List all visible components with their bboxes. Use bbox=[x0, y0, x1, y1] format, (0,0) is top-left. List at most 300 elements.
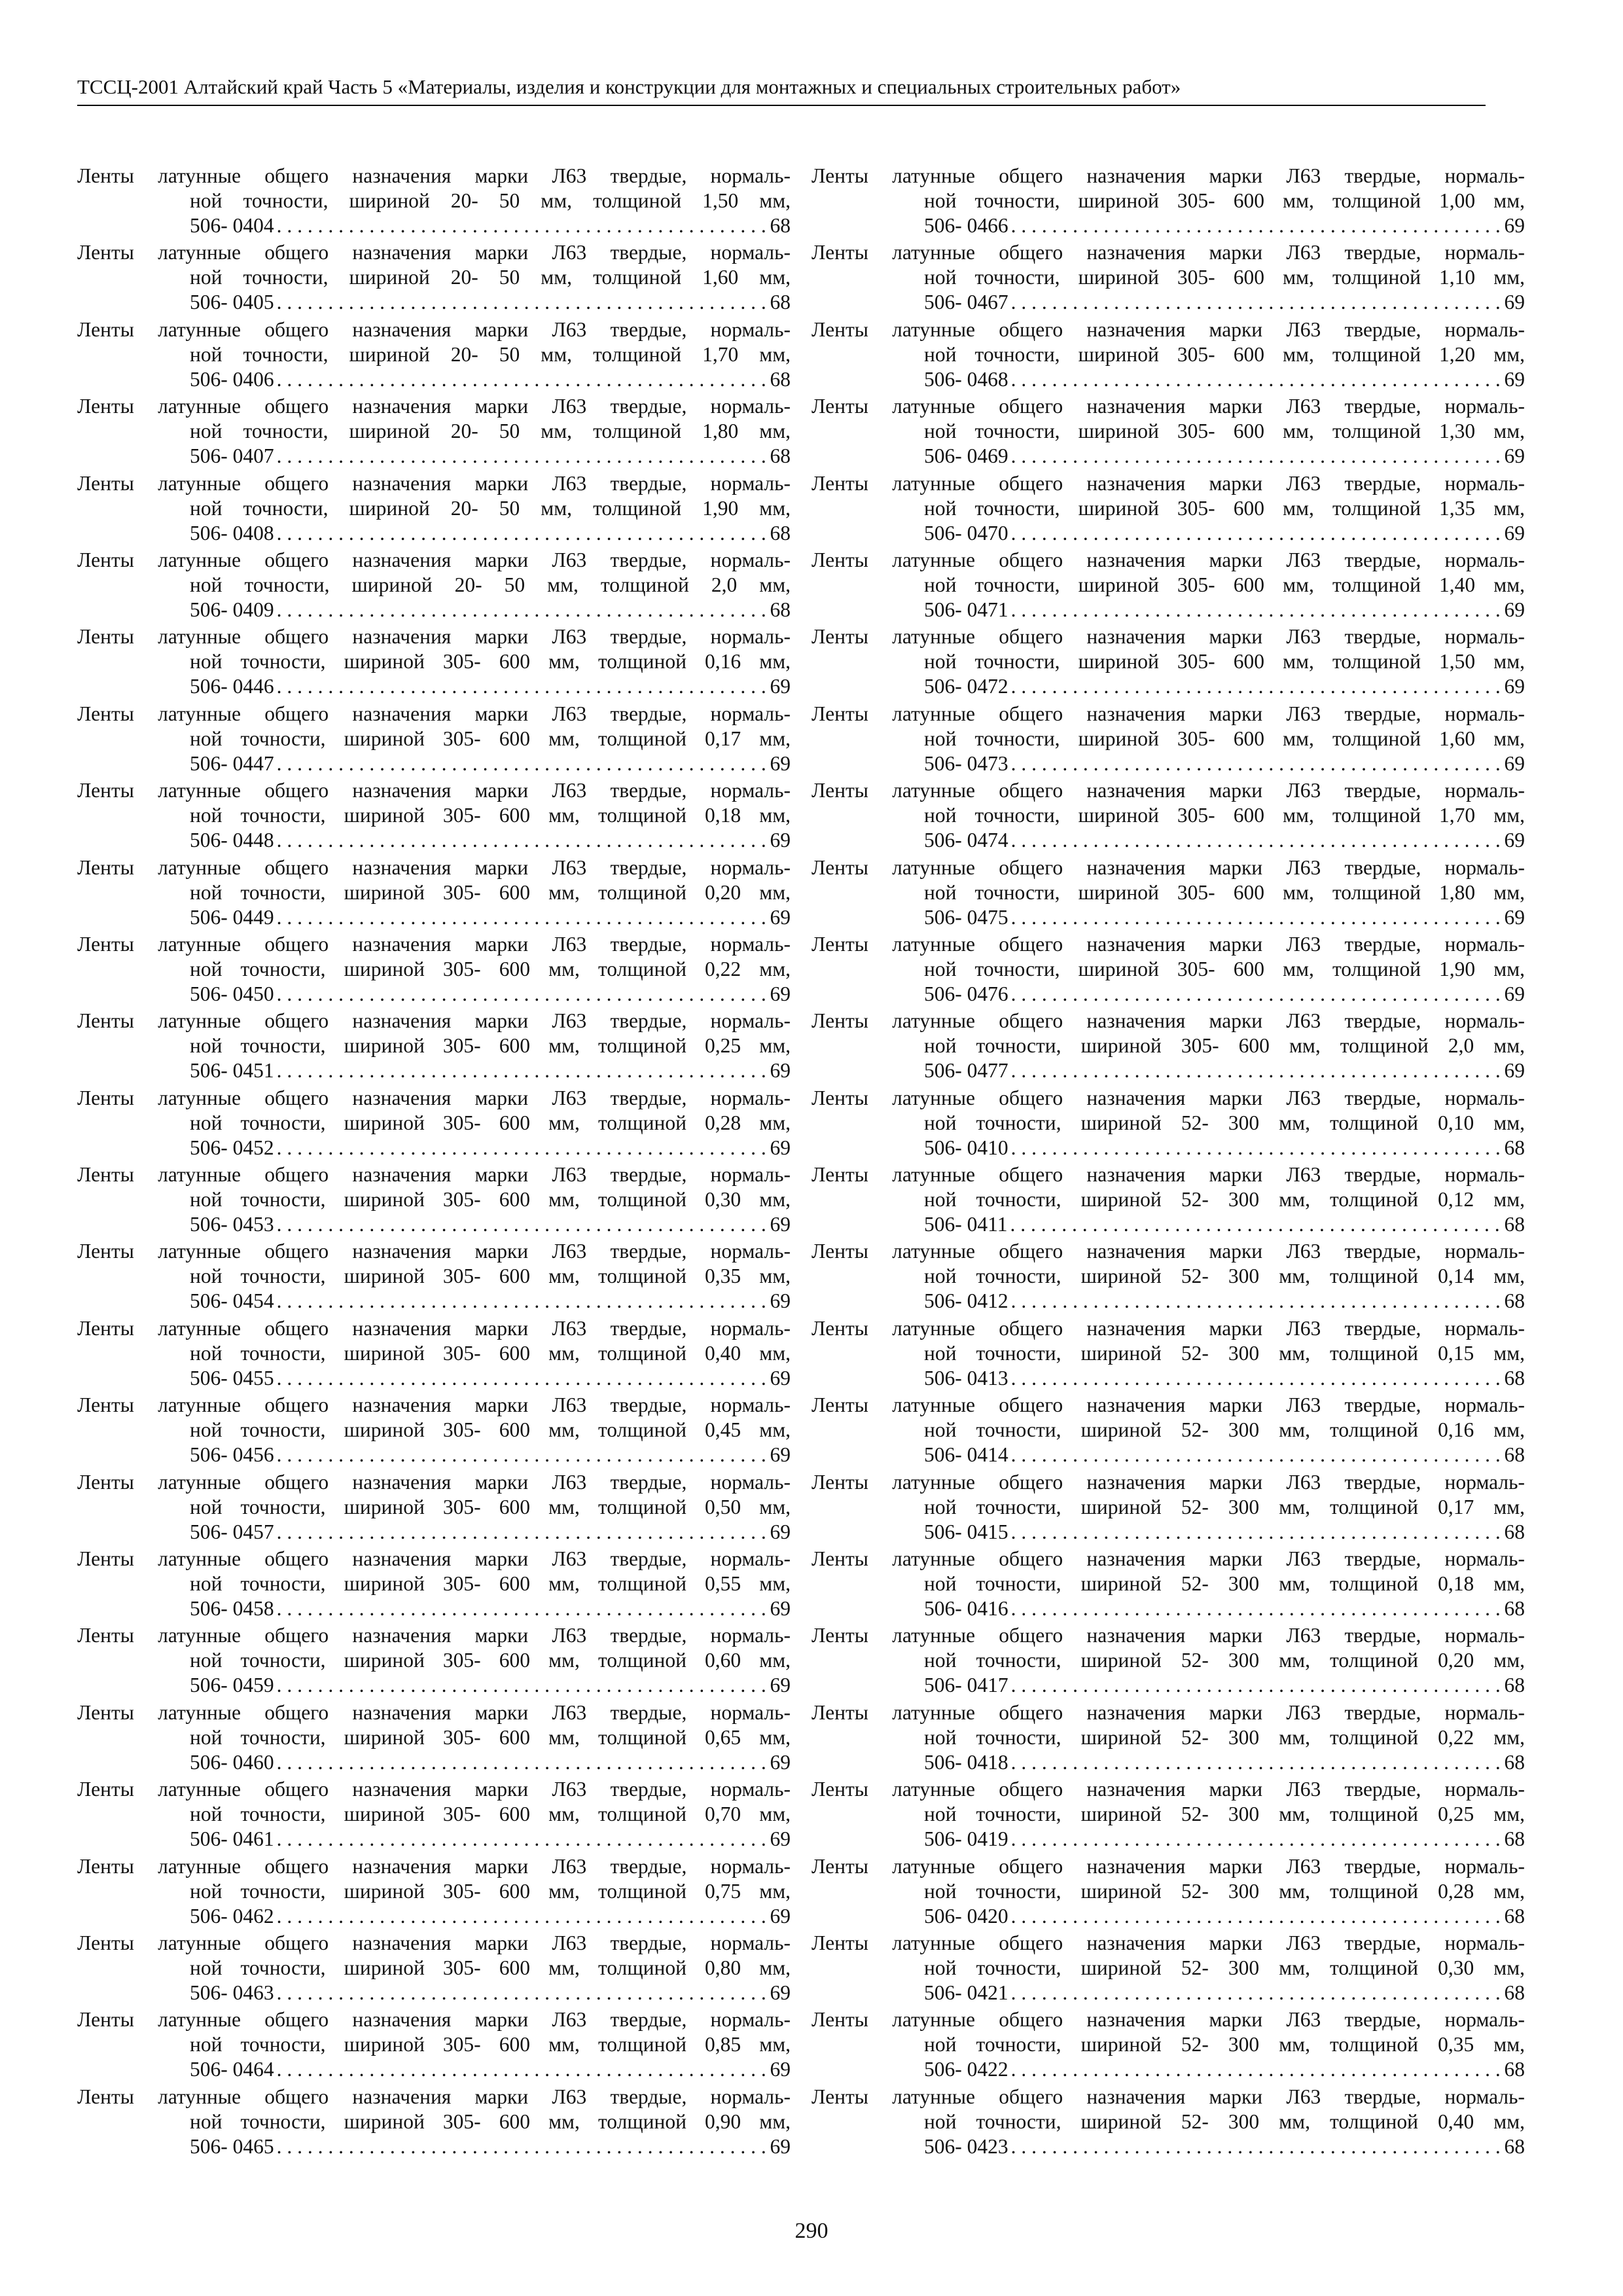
entry-code-line bbox=[812, 1136, 1525, 1160]
entry-spec: ной точности, шириной 20- 50 мм, толщиной 1,70 мм, bbox=[190, 342, 791, 366]
entry-code-line bbox=[77, 1058, 791, 1083]
entry-code-line bbox=[812, 751, 1525, 776]
entry-code: 506- 0456 bbox=[190, 1443, 274, 1467]
index-entry bbox=[812, 1931, 1525, 2007]
entry-title: Ленты латунные общего назначения марки Л63 твердые, нормаль- bbox=[77, 855, 791, 879]
entry-spec: ной точности, шириной 305- 600 мм, толщиной 0,85 мм, bbox=[190, 2033, 791, 2056]
entry-page-ref: 68 bbox=[1504, 1443, 1525, 1467]
entry-code: 506- 0463 bbox=[190, 1981, 274, 2004]
dot-leader bbox=[277, 1596, 768, 1621]
entry-code: 506- 0473 bbox=[924, 751, 1008, 775]
dot-leader bbox=[277, 1136, 768, 1160]
entry-code: 506- 0448 bbox=[190, 829, 274, 852]
entry-code: 506- 0468 bbox=[924, 367, 1008, 391]
entry-code: 506- 0454 bbox=[190, 1289, 274, 1313]
entry-spec: ной точности, шириной 305- 600 мм, толщиной 0,30 мм, bbox=[190, 1188, 791, 1211]
dot-leader bbox=[1011, 1673, 1502, 1698]
entry-code-line bbox=[812, 2057, 1525, 2082]
entry-title: Ленты латунные общего назначения марки Л63 твердые, нормаль- bbox=[77, 1778, 791, 1801]
index-entry bbox=[812, 1162, 1525, 1239]
entry-code-line bbox=[812, 1058, 1525, 1083]
entry-page-ref: 69 bbox=[770, 2058, 791, 2081]
entry-page-ref: 68 bbox=[1504, 1136, 1525, 1159]
entry-code: 506- 0407 bbox=[190, 444, 274, 468]
entry-code-line bbox=[77, 213, 791, 238]
entry-page-ref: 69 bbox=[770, 751, 791, 775]
entry-code: 506- 0469 bbox=[924, 444, 1008, 468]
entry-spec: ной точности, шириной 52- 300 мм, толщиной 0,40 мм, bbox=[924, 2109, 1525, 2133]
entry-code-line bbox=[812, 1366, 1525, 1391]
entry-code: 506- 0423 bbox=[924, 2134, 1008, 2158]
entry-spec: ной точности, шириной 305- 600 мм, толщиной 1,70 мм, bbox=[924, 804, 1525, 827]
index-entry bbox=[812, 624, 1525, 701]
index-entry bbox=[812, 1086, 1525, 1162]
entry-code: 506- 0458 bbox=[190, 1597, 274, 1621]
entry-code-line bbox=[77, 1443, 791, 1467]
entry-page-ref: 69 bbox=[770, 1827, 791, 1851]
entry-code-line bbox=[77, 982, 791, 1007]
entry-page-ref: 69 bbox=[770, 1597, 791, 1621]
entry-code: 506- 0446 bbox=[190, 675, 274, 698]
entry-page-ref: 68 bbox=[1504, 1674, 1525, 1697]
index-entry bbox=[77, 1470, 791, 1547]
entry-title: Ленты латунные общего назначения марки Л63 твердые, нормаль- bbox=[812, 1931, 1525, 1954]
entry-page-ref: 68 bbox=[770, 444, 791, 468]
entry-title: Ленты латунные общего назначения марки Л63 твердые, нормаль- bbox=[77, 1854, 791, 1878]
entry-code: 506- 0409 bbox=[190, 598, 274, 621]
entry-code-line bbox=[812, 1212, 1525, 1237]
dot-leader bbox=[1011, 1058, 1502, 1083]
entry-code: 506- 0449 bbox=[190, 905, 274, 929]
entry-code-line bbox=[77, 2134, 791, 2159]
entry-page-ref: 68 bbox=[1504, 1213, 1525, 1236]
entry-code-line bbox=[812, 982, 1525, 1007]
entry-page-ref: 69 bbox=[1504, 982, 1525, 1005]
entry-title: Ленты латунные общего назначения марки Л63 твердые, нормаль- bbox=[812, 1240, 1525, 1263]
dot-leader bbox=[1011, 1904, 1502, 1929]
entry-page-ref: 69 bbox=[770, 1904, 791, 1928]
entry-code: 506- 0405 bbox=[190, 291, 274, 314]
entry-title: Ленты латунные общего назначения марки Л63 твердые, нормаль- bbox=[812, 932, 1525, 956]
entry-code: 506- 0457 bbox=[190, 1520, 274, 1543]
entry-code: 506- 0415 bbox=[924, 1520, 1008, 1543]
dot-leader bbox=[1011, 2057, 1502, 2082]
entry-spec: ной точности, шириной 305- 600 мм, толщиной 0,16 мм, bbox=[190, 650, 791, 673]
entry-code: 506- 0470 bbox=[924, 521, 1008, 545]
entry-page-ref: 68 bbox=[770, 214, 791, 237]
entry-spec: ной точности, шириной 305- 600 мм, толщиной 0,17 мм, bbox=[190, 726, 791, 750]
entry-code: 506- 0472 bbox=[924, 675, 1008, 698]
entry-code-line bbox=[77, 1750, 791, 1775]
dot-leader bbox=[277, 828, 768, 853]
index-column-left bbox=[77, 164, 791, 2161]
entry-page-ref: 68 bbox=[1504, 1750, 1525, 1774]
entry-code: 506- 0408 bbox=[190, 521, 274, 545]
dot-leader bbox=[277, 1289, 768, 1314]
index-entry bbox=[77, 394, 791, 471]
page-number: 290 bbox=[794, 2219, 829, 2243]
entry-code: 506- 0419 bbox=[924, 1827, 1008, 1851]
entry-spec: ной точности, шириной 305- 600 мм, толщиной 0,80 мм, bbox=[190, 1956, 791, 1979]
entry-spec: ной точности, шириной 52- 300 мм, толщиной 0,20 мм, bbox=[924, 1649, 1525, 1672]
dot-leader bbox=[1011, 367, 1502, 392]
dot-leader bbox=[277, 1058, 768, 1083]
entry-spec: ной точности, шириной 52- 300 мм, толщиной 0,22 мм, bbox=[924, 1725, 1525, 1749]
entry-code: 506- 0420 bbox=[924, 1904, 1008, 1928]
dot-leader bbox=[277, 1212, 768, 1237]
dot-leader bbox=[277, 905, 768, 930]
dot-leader bbox=[1011, 1750, 1502, 1775]
entry-code-line bbox=[77, 828, 791, 853]
entry-code-line bbox=[812, 213, 1525, 238]
entry-spec: ной точности, шириной 305- 600 мм, толщиной 1,80 мм, bbox=[924, 880, 1525, 904]
entry-title: Ленты латунные общего назначения марки Л63 твердые, нормаль- bbox=[77, 471, 791, 495]
index-entry bbox=[812, 240, 1525, 317]
entry-code-line bbox=[77, 290, 791, 315]
entry-page-ref: 68 bbox=[1504, 1366, 1525, 1390]
entry-title: Ленты латунные общего назначения марки Л63 твердые, нормаль- bbox=[812, 779, 1525, 802]
entry-page-ref: 68 bbox=[1504, 1904, 1525, 1928]
index-entry bbox=[812, 1777, 1525, 1854]
entry-page-ref: 68 bbox=[770, 598, 791, 621]
entry-title: Ленты латунные общего назначения марки Л63 твердые, нормаль- bbox=[77, 1470, 791, 1494]
entry-code: 506- 0413 bbox=[924, 1366, 1008, 1390]
entry-code-line bbox=[812, 674, 1525, 699]
entry-page-ref: 69 bbox=[1504, 751, 1525, 775]
entry-spec: ной точности, шириной 305- 600 мм, толщиной 1,50 мм, bbox=[924, 650, 1525, 673]
entry-code: 506- 0461 bbox=[190, 1827, 274, 1851]
entry-code: 506- 0418 bbox=[924, 1750, 1008, 1774]
entry-title: Ленты латунные общего назначения марки Л63 твердые, нормаль- bbox=[812, 2085, 1525, 2108]
index-entry bbox=[77, 1854, 791, 1931]
entry-code-line bbox=[77, 1827, 791, 1852]
dot-leader bbox=[1011, 982, 1502, 1007]
entry-title: Ленты латунные общего назначения марки Л63 твердые, нормаль- bbox=[77, 702, 791, 725]
entry-spec: ной точности, шириной 305- 600 мм, толщиной 1,10 мм, bbox=[924, 266, 1525, 289]
entry-page-ref: 68 bbox=[1504, 2058, 1525, 2081]
entry-code: 506- 0476 bbox=[924, 982, 1008, 1005]
entry-code-line bbox=[77, 1212, 791, 1237]
entry-code: 506- 0421 bbox=[924, 1981, 1008, 2004]
entry-code-line bbox=[812, 905, 1525, 930]
entry-code-line bbox=[77, 598, 791, 622]
dot-leader bbox=[277, 1904, 768, 1929]
entry-title: Ленты латунные общего назначения марки Л63 твердые, нормаль- bbox=[77, 1547, 791, 1571]
entry-page-ref: 69 bbox=[1504, 214, 1525, 237]
entry-spec: ной точности, шириной 52- 300 мм, толщиной 0,16 мм, bbox=[924, 1418, 1525, 1442]
index-entry bbox=[812, 1393, 1525, 1469]
index-entry bbox=[77, 1547, 791, 1623]
entry-spec: ной точности, шириной 305- 600 мм, толщиной 1,40 мм, bbox=[924, 573, 1525, 596]
index-column-right bbox=[812, 164, 1525, 2161]
index-entry bbox=[77, 1393, 791, 1469]
entry-spec: ной точности, шириной 52- 300 мм, толщиной 0,12 мм, bbox=[924, 1188, 1525, 1211]
entry-spec: ной точности, шириной 305- 600 мм, толщиной 0,18 мм, bbox=[190, 804, 791, 827]
entry-code: 506- 0477 bbox=[924, 1059, 1008, 1083]
entry-spec: ной точности, шириной 305- 600 мм, толщиной 0,60 мм, bbox=[190, 1649, 791, 1672]
index-entry bbox=[77, 1239, 791, 1316]
entry-page-ref: 69 bbox=[770, 1213, 791, 1236]
dot-leader bbox=[277, 521, 768, 546]
entry-title: Ленты латунные общего назначения марки Л63 твердые, нормаль- bbox=[77, 1316, 791, 1340]
entry-spec: ной точности, шириной 52- 300 мм, толщиной 0,14 мм, bbox=[924, 1265, 1525, 1288]
index-entry bbox=[812, 855, 1525, 932]
entry-page-ref: 69 bbox=[770, 1674, 791, 1697]
index-entry bbox=[812, 1009, 1525, 1085]
entry-code: 506- 0447 bbox=[190, 751, 274, 775]
entry-spec: ной точности, шириной 305- 600 мм, толщиной 1,00 мм, bbox=[924, 189, 1525, 212]
entry-title: Ленты латунные общего назначения марки Л63 твердые, нормаль- bbox=[812, 1393, 1525, 1417]
entry-page-ref: 68 bbox=[770, 521, 791, 545]
index-entry bbox=[77, 1777, 791, 1854]
entry-spec: ной точности, шириной 305- 600 мм, толщиной 0,75 мм, bbox=[190, 1879, 791, 1903]
entry-spec: ной точности, шириной 52- 300 мм, толщиной 0,35 мм, bbox=[924, 2033, 1525, 2056]
page-header: ТССЦ-2001 Алтайский край Часть 5 «Материалы, изделия и конструкции для монтажных и специальных строительных работ» bbox=[77, 73, 1486, 106]
entry-spec: ной точности, шириной 20- 50 мм, толщиной 2,0 мм, bbox=[190, 573, 791, 596]
entry-spec: ной точности, шириной 52- 300 мм, толщиной 0,28 мм, bbox=[924, 1879, 1525, 1903]
index-entry bbox=[812, 2007, 1525, 2084]
dot-leader bbox=[277, 1520, 768, 1545]
dot-leader bbox=[1011, 1827, 1502, 1852]
entry-title: Ленты латунные общего назначения марки Л63 твердые, нормаль- bbox=[812, 1009, 1525, 1033]
dot-leader bbox=[1011, 2134, 1502, 2159]
dot-leader bbox=[1011, 905, 1502, 930]
entry-page-ref: 69 bbox=[1504, 367, 1525, 391]
entry-title: Ленты латунные общего назначения марки Л63 твердые, нормаль- bbox=[77, 1624, 791, 1647]
entry-code-line bbox=[77, 2057, 791, 2082]
entry-page-ref: 69 bbox=[770, 1520, 791, 1543]
entry-page-ref: 69 bbox=[1504, 675, 1525, 698]
index-entry bbox=[812, 394, 1525, 471]
entry-page-ref: 69 bbox=[1504, 598, 1525, 621]
entry-code: 506- 0450 bbox=[190, 982, 274, 1005]
entry-page-ref: 69 bbox=[1504, 444, 1525, 468]
index-entry bbox=[812, 317, 1525, 394]
entry-spec: ной точности, шириной 305- 600 мм, толщиной 1,90 мм, bbox=[924, 957, 1525, 980]
entry-title: Ленты латунные общего назначения марки Л63 твердые, нормаль- bbox=[77, 2085, 791, 2108]
entry-spec: ной точности, шириной 305- 600 мм, толщиной 0,28 мм, bbox=[190, 1111, 791, 1134]
entry-code-line bbox=[77, 521, 791, 546]
entry-title: Ленты латунные общего назначения марки Л63 твердые, нормаль- bbox=[812, 241, 1525, 264]
dot-leader bbox=[1011, 1289, 1502, 1314]
entry-title: Ленты латунные общего назначения марки Л63 твердые, нормаль- bbox=[812, 1163, 1525, 1187]
dot-leader bbox=[277, 2057, 768, 2082]
entry-page-ref: 68 bbox=[1504, 1597, 1525, 1621]
dot-leader bbox=[1011, 521, 1502, 546]
dot-leader bbox=[277, 1750, 768, 1775]
entry-code-line bbox=[812, 367, 1525, 392]
entry-title: Ленты латунные общего назначения марки Л63 твердые, нормаль- bbox=[812, 1624, 1525, 1647]
entry-code: 506- 0460 bbox=[190, 1750, 274, 1774]
entry-spec: ной точности, шириной 305- 600 мм, толщиной 0,90 мм, bbox=[190, 2109, 791, 2133]
entry-title: Ленты латунные общего назначения марки Л63 твердые, нормаль- bbox=[77, 1931, 791, 1954]
entry-spec: ной точности, шириной 52- 300 мм, толщиной 0,15 мм, bbox=[924, 1341, 1525, 1365]
entry-spec: ной точности, шириной 305- 600 мм, толщиной 1,60 мм, bbox=[924, 726, 1525, 750]
dot-leader bbox=[1010, 1212, 1501, 1237]
index-entry bbox=[812, 1316, 1525, 1393]
entry-code-line bbox=[77, 1596, 791, 1621]
entry-spec: ной точности, шириной 305- 600 мм, толщиной 0,65 мм, bbox=[190, 1725, 791, 1749]
entry-spec: ной точности, шириной 305- 600 мм, толщиной 0,70 мм, bbox=[190, 1803, 791, 1826]
entry-code-line bbox=[812, 1750, 1525, 1775]
entry-title: Ленты латунные общего назначения марки Л63 твердые, нормаль- bbox=[77, 317, 791, 341]
entry-code-line bbox=[812, 521, 1525, 546]
entry-spec: ной точности, шириной 305- 600 мм, толщиной 0,35 мм, bbox=[190, 1265, 791, 1288]
entry-spec: ной точности, шириной 305- 600 мм, толщиной 0,45 мм, bbox=[190, 1418, 791, 1442]
dot-leader bbox=[1011, 1136, 1502, 1160]
entry-title: Ленты латунные общего назначения марки Л63 твердые, нормаль- bbox=[77, 779, 791, 802]
entry-spec: ной точности, шириной 305- 600 мм, толщиной 0,55 мм, bbox=[190, 1572, 791, 1596]
entry-title: Ленты латунные общего назначения марки Л63 твердые, нормаль- bbox=[812, 2008, 1525, 2032]
entry-code: 506- 0414 bbox=[924, 1443, 1008, 1467]
entry-code-line bbox=[77, 1904, 791, 1929]
dot-leader bbox=[277, 598, 768, 622]
dot-leader bbox=[1011, 213, 1502, 238]
index-entry bbox=[812, 702, 1525, 778]
entry-spec: ной точности, шириной 20- 50 мм, толщиной 1,90 мм, bbox=[190, 496, 791, 520]
index-entry bbox=[812, 1854, 1525, 1931]
entry-title: Ленты латунные общего назначения марки Л63 твердые, нормаль- bbox=[77, 241, 791, 264]
entry-spec: ной точности, шириной 20- 50 мм, толщиной 1,60 мм, bbox=[190, 266, 791, 289]
index-entry bbox=[812, 471, 1525, 548]
dot-leader bbox=[277, 290, 768, 315]
entry-page-ref: 68 bbox=[1504, 1827, 1525, 1851]
entry-page-ref: 69 bbox=[770, 1750, 791, 1774]
entry-code-line bbox=[77, 1136, 791, 1160]
index-entry bbox=[812, 932, 1525, 1009]
entry-title: Ленты латунные общего назначения марки Л63 твердые, нормаль- bbox=[812, 1086, 1525, 1109]
entry-code: 506- 0422 bbox=[924, 2058, 1008, 2081]
index-entry bbox=[812, 1623, 1525, 1700]
entry-title: Ленты латунные общего назначения марки Л63 твердые, нормаль- bbox=[77, 395, 791, 418]
entry-code-line bbox=[812, 1289, 1525, 1314]
entry-title: Ленты латунные общего назначения марки Л63 твердые, нормаль- bbox=[812, 702, 1525, 725]
dot-leader bbox=[1011, 1520, 1502, 1545]
entry-code: 506- 0453 bbox=[190, 1213, 274, 1236]
entry-spec: ной точности, шириной 52- 300 мм, толщиной 0,25 мм, bbox=[924, 1803, 1525, 1826]
index-entry bbox=[77, 1162, 791, 1239]
entry-spec: ной точности, шириной 305- 600 мм, толщиной 0,20 мм, bbox=[190, 880, 791, 904]
entry-title: Ленты латунные общего назначения марки Л63 твердые, нормаль- bbox=[812, 1854, 1525, 1878]
dot-leader bbox=[277, 213, 768, 238]
index-entry bbox=[812, 1547, 1525, 1623]
entry-title: Ленты латунные общего назначения марки Л63 твердые, нормаль- bbox=[77, 548, 791, 571]
entry-code: 506- 0465 bbox=[190, 2134, 274, 2158]
entry-title: Ленты латунные общего назначения марки Л63 твердые, нормаль- bbox=[77, 932, 791, 956]
entry-code-line bbox=[77, 1366, 791, 1391]
entry-page-ref: 69 bbox=[770, 1366, 791, 1390]
index-entry bbox=[77, 778, 791, 855]
entry-title: Ленты латунные общего назначения марки Л63 твердые, нормаль- bbox=[77, 164, 791, 187]
entry-code-line bbox=[812, 598, 1525, 622]
entry-spec: ной точности, шириной 52- 300 мм, толщиной 0,10 мм, bbox=[924, 1111, 1525, 1134]
entry-page-ref: 68 bbox=[1504, 1289, 1525, 1313]
entry-code: 506- 0471 bbox=[924, 598, 1008, 621]
entry-code-line bbox=[812, 1981, 1525, 2005]
entry-title: Ленты латунные общего назначения марки Л63 твердые, нормаль- bbox=[812, 625, 1525, 649]
entry-title: Ленты латунные общего назначения марки Л63 твердые, нормаль- bbox=[812, 395, 1525, 418]
entry-title: Ленты латунные общего назначения марки Л63 твердые, нормаль- bbox=[812, 1547, 1525, 1571]
entry-code: 506- 0404 bbox=[190, 214, 274, 237]
entry-title: Ленты латунные общего назначения марки Л63 твердые, нормаль- bbox=[77, 1240, 791, 1263]
entry-code: 506- 0451 bbox=[190, 1059, 274, 1083]
index-entry bbox=[812, 1239, 1525, 1316]
entry-page-ref: 68 bbox=[1504, 1520, 1525, 1543]
entry-title: Ленты латунные общего назначения марки Л63 твердые, нормаль- bbox=[77, 1393, 791, 1417]
entry-page-ref: 68 bbox=[1504, 2134, 1525, 2158]
entry-page-ref: 69 bbox=[770, 829, 791, 852]
dot-leader bbox=[277, 367, 768, 392]
entry-spec: ной точности, шириной 305- 600 мм, толщиной 1,20 мм, bbox=[924, 342, 1525, 366]
index-entry bbox=[812, 548, 1525, 624]
entry-code-line bbox=[77, 751, 791, 776]
entry-page-ref: 69 bbox=[1504, 291, 1525, 314]
entry-page-ref: 69 bbox=[770, 1981, 791, 2004]
entry-code: 506- 0466 bbox=[924, 214, 1008, 237]
index-entry bbox=[77, 1316, 791, 1393]
dot-leader bbox=[277, 1443, 768, 1467]
entry-code-line bbox=[77, 674, 791, 699]
entry-code-line bbox=[77, 1673, 791, 1698]
index-entry bbox=[77, 548, 791, 624]
index-entry bbox=[812, 164, 1525, 240]
entry-code-line bbox=[77, 905, 791, 930]
dot-leader bbox=[277, 1673, 768, 1698]
entry-spec: ной точности, шириной 305- 600 мм, толщиной 0,22 мм, bbox=[190, 957, 791, 980]
index-entry bbox=[77, 624, 791, 701]
entry-code: 506- 0464 bbox=[190, 2058, 274, 2081]
entry-page-ref: 68 bbox=[770, 291, 791, 314]
entry-spec: ной точности, шириной 305- 600 мм, толщиной 1,35 мм, bbox=[924, 496, 1525, 520]
dot-leader bbox=[277, 674, 768, 699]
entry-page-ref: 68 bbox=[1504, 1981, 1525, 2004]
entry-page-ref: 69 bbox=[1504, 829, 1525, 852]
entry-code-line bbox=[812, 1673, 1525, 1698]
index-entry bbox=[812, 2085, 1525, 2161]
dot-leader bbox=[277, 1981, 768, 2005]
entry-page-ref: 69 bbox=[770, 1136, 791, 1159]
entry-code-line bbox=[812, 1904, 1525, 1929]
entry-code: 506- 0411 bbox=[924, 1213, 1008, 1236]
entry-spec: ной точности, шириной 20- 50 мм, толщиной 1,80 мм, bbox=[190, 420, 791, 443]
entry-title: Ленты латунные общего назначения марки Л63 твердые, нормаль- bbox=[77, 1009, 791, 1033]
entry-code-line bbox=[77, 1981, 791, 2005]
entry-page-ref: 69 bbox=[770, 1443, 791, 1467]
entry-code-line bbox=[812, 444, 1525, 469]
entry-page-ref: 69 bbox=[770, 982, 791, 1005]
dot-leader bbox=[1011, 1443, 1502, 1467]
index-entry bbox=[812, 1700, 1525, 1777]
entry-code-line bbox=[812, 2134, 1525, 2159]
dot-leader bbox=[1011, 1981, 1502, 2005]
entry-code: 506- 0406 bbox=[190, 367, 274, 391]
entry-title: Ленты латунные общего назначения марки Л63 твердые, нормаль- bbox=[812, 1316, 1525, 1340]
entry-title: Ленты латунные общего назначения марки Л63 твердые, нормаль- bbox=[812, 164, 1525, 187]
entry-spec: ной точности, шириной 305- 600 мм, толщиной 0,25 мм, bbox=[190, 1034, 791, 1058]
index-entry bbox=[77, 1700, 791, 1777]
entry-page-ref: 69 bbox=[770, 1289, 791, 1313]
dot-leader bbox=[1011, 1596, 1502, 1621]
entry-code: 506- 0459 bbox=[190, 1674, 274, 1697]
index-entry bbox=[77, 1931, 791, 2007]
index-entry bbox=[77, 855, 791, 932]
entry-page-ref: 69 bbox=[1504, 1059, 1525, 1083]
entry-code: 506- 0474 bbox=[924, 829, 1008, 852]
entry-code: 506- 0452 bbox=[190, 1136, 274, 1159]
dot-leader bbox=[1011, 444, 1502, 469]
entry-code: 506- 0455 bbox=[190, 1366, 274, 1390]
entry-code: 506- 0417 bbox=[924, 1674, 1008, 1697]
